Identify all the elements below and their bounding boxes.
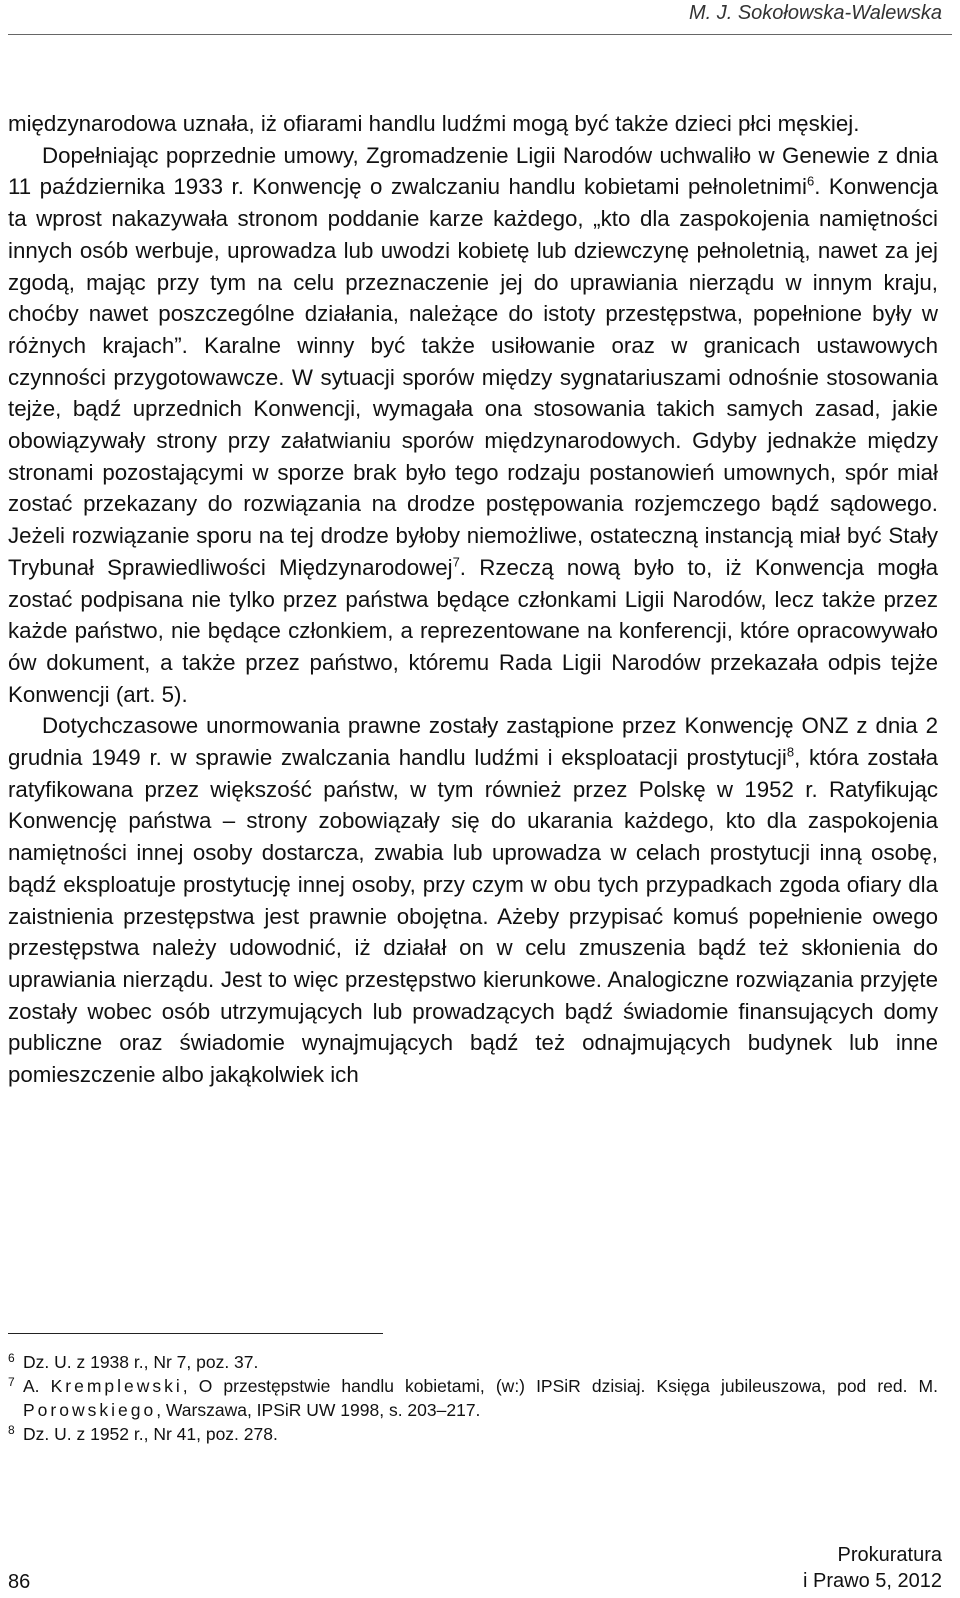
running-header-author: M. J. Sokołowska-Walewska [688, 2, 942, 24]
footnote-7-editor: Porowskiego [23, 1400, 157, 1420]
footnotes [8, 1350, 938, 1446]
journal-issue: i Prawo 5, 2012 [803, 1570, 942, 1592]
paragraph-3-part-a: Dotychczasowe unormowania prawne zostały zastąpione przez Konwencję ONZ z dnia 2 grudnia 1949 r. w sprawie zwalczania handlu ludźmi i eksploatacji prostytucji [8, 713, 938, 771]
footnote-7-number: 7 [8, 1375, 15, 1389]
main-text [8, 108, 938, 1091]
footnote-8 [8, 1422, 938, 1446]
footnote-8-text: Dz. U. z 1952 r., Nr 41, poz. 278. [23, 1424, 278, 1444]
footnote-6-text: Dz. U. z 1938 r., Nr 7, poz. 37. [23, 1352, 259, 1372]
paragraph-3 [8, 710, 938, 1090]
footnote-7-text-c: , Warszawa, IPSiR UW 1998, s. 203–217. [156, 1400, 481, 1420]
paragraph-2 [8, 140, 938, 711]
page-number: 86 [8, 1571, 31, 1593]
footnote-6-number: 6 [8, 1351, 15, 1365]
paragraph-2-part-a: Dopełniając poprzednie umowy, Zgromadzenie Ligii Narodów uchwaliło w Genewie z dnia 11 października 1933 r. Konwencję o zwalczaniu handlu kobietami pełnoletnimi [8, 142, 938, 200]
header-rule [8, 34, 952, 35]
footnote-ref-8: 8 [786, 744, 795, 760]
footnote-8-number: 8 [8, 1423, 15, 1437]
footnote-7-text-b: , O przestępstwie handlu kobietami, (w:) IPSiR dzisiaj. Księga jubileuszowa, pod red. M. [182, 1376, 938, 1396]
paragraph-2-part-b: . Konwencja ta wprost nakazywała stronom poddanie karze każdego, „kto dla zaspokojenia namiętności innych osób werbuje, uprowadza lub uwodzi kobietę lub dziewczynę pełnoletnią, nawet za jej zgodą, mając przy tym na celu przeznaczenie jej do uprawiania nierządu w innym kraju, choćby nawet poszczególne działania, należące do istoty przestępstwa, popełnione były w różnych krajach”. Karalne winny być także usiłowanie oraz w granicach ustawowych czynności przygotowawcze. W sytuacji sporów między sygnatariuszami odnośnie stosowania tejże, bądź uprzednich Konwencji, wymagała ona stosowania takich samych zasad, jakie obowiązywały strony przy załatwianiu sporów międzynarodowych. Gdyby jednakże między stronami pozostającymi w sporze brak było tego rodzaju postanowień umownych, spór miał zostać przekazany do rozwiązania na drodze postępowania rozjemczego bądź sądowego. Jeżeli rozwiązanie sporu na tej drodze byłoby niemożliwe, ostateczną instancją miał być Stały Trybunał Sprawiedliwości Międzynarodowej [8, 174, 939, 580]
paragraph-1: międzynarodowa uznała, iż ofiarami handlu ludźmi mogą być także dzieci płci męskiej. [8, 111, 860, 136]
footnote-6 [8, 1350, 938, 1374]
journal-footer [803, 1542, 942, 1594]
footnote-ref-6: 6 [806, 173, 815, 189]
paragraph-2-part-c: . Rzeczą nową było to, iż Konwencja mogła zostać podpisana nie tylko przez państwa będące członkami Ligii Narodów, lecz także przez każde państwo, nie będące członkiem, a reprezentowane na konferencji, które opracowywało ów dokument, a także przez państwo, któremu Rada Ligii Narodów przekazała odpis tejże Konwencji (art. 5). [8, 554, 939, 707]
footnote-separator [8, 1333, 383, 1334]
journal-name: Prokuratura [837, 1544, 942, 1566]
paragraph-3-part-b: , która została ratyfikowana przez większość państw, w tym również przez Polskę w 1952 r. Ratyfikując Konwencję państwa – strony zobowiązały się do ukarania każdego, kto dla zaspokojenia namiętności innej osoby dostarcza, zwabia lub uprowadza w celach prostytucji inną osobę, bądź eksploatuje prostytucję innej osoby, przy czym w obu tych przypadkach zgoda ofiary dla zaistnienia przestępstwa jest prawnie obojętna. Ażeby przypisać komuś popełnienie owego przestępstwa należy udowodnić, iż działał on w celu zmuszenia bądź też skłonienia do uprawiania nierządu. Jest to więc przestępstwo kierunkowe. Analogiczne rozwiązania przyjęte zostały wobec osób utrzymujących lub prowadzących bądź świadomie finansujących domy publiczne oraz świadomie wynajmujących bądź też odnajmujących budynek lub inne pomieszczenie albo jakąkolwiek ich [8, 745, 938, 1088]
footnote-ref-7: 7 [452, 554, 460, 570]
footnote-7 [8, 1374, 938, 1422]
footnote-7-author: Kremplewski [50, 1376, 183, 1396]
footnote-7-text-a: A. [23, 1376, 51, 1396]
